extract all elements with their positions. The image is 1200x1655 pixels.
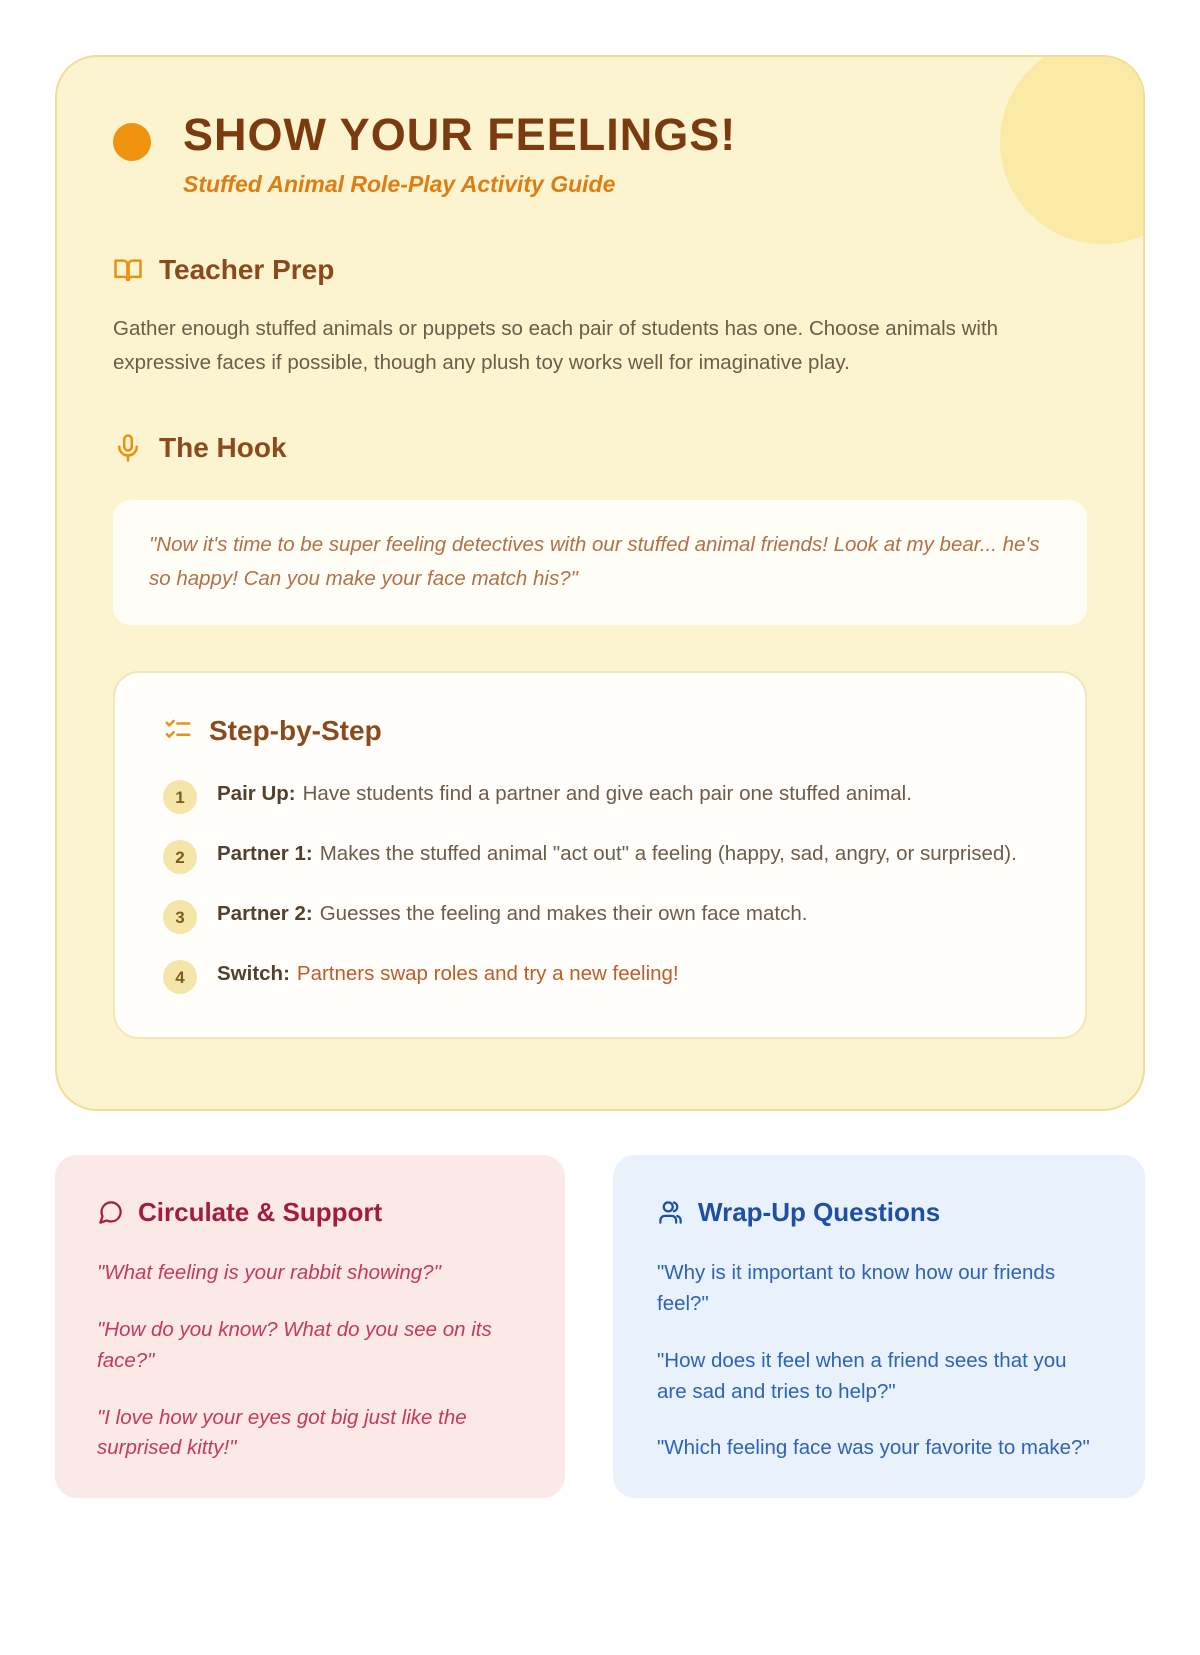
step-number: 1 [163, 780, 197, 814]
checklist-icon [163, 716, 193, 746]
page-title: SHOW YOUR FEELINGS! [183, 109, 737, 160]
section-title: Teacher Prep [159, 254, 335, 285]
step-item [163, 899, 1037, 934]
circulate-support-card [55, 1155, 565, 1498]
support-quote: "I love how your eyes got big just like the surprised kitty!" [97, 1405, 467, 1460]
book-open-icon [113, 255, 143, 285]
card-title: Wrap-Up Questions [698, 1197, 941, 1228]
step-label: Pair Up: [217, 782, 296, 806]
people-icon [657, 1199, 684, 1226]
step-item [163, 779, 1037, 814]
step-body: Makes the stuffed animal "act out" a feeling (happy, sad, angry, or surprised). [319, 842, 1017, 866]
step-label: Partner 1: [217, 842, 313, 866]
step-body: Guesses the feeling and makes their own face match. [319, 902, 808, 926]
step-item [163, 839, 1037, 874]
step-text [217, 839, 1017, 874]
hook-heading [113, 432, 1087, 464]
steps-heading [163, 715, 1037, 747]
hook-quote-box: "Now it's time to be super feeling detectives with our stuffed animal friends! Look at my bear... he's so happy! Can you make your face match his?" [113, 500, 1087, 626]
teacher-prep-heading [113, 254, 1087, 286]
step-number: 2 [163, 840, 197, 874]
wrapup-question: "Why is it important to know how our friends feel?" [657, 1261, 1056, 1316]
microphone-icon [113, 433, 143, 463]
wrap-up-card [613, 1155, 1145, 1498]
wrapup-heading [657, 1197, 1101, 1228]
header-text [183, 109, 736, 198]
steps-list [163, 779, 1037, 994]
step-text [217, 899, 807, 934]
support-quote: "How do you know? What do you see on its face?" [97, 1318, 492, 1372]
step-number: 4 [163, 960, 197, 994]
section-title: Step-by-Step [209, 715, 382, 747]
step-number: 3 [163, 900, 197, 934]
section-title: The Hook [159, 431, 287, 463]
wrapup-question: "How does it feel when a friend sees that you are sad and tries to help?" [657, 1348, 1067, 1403]
step-label: Partner 2: [217, 902, 313, 926]
page-subtitle: Stuffed Animal Role-Play Activity Guide [183, 171, 616, 197]
support-quote: "What feeling is your rabbit showing?" [97, 1261, 441, 1285]
step-label: Switch: [217, 962, 290, 986]
speech-bubble-icon [97, 1199, 124, 1226]
circulate-heading [97, 1197, 523, 1228]
header [113, 109, 1087, 198]
step-by-step-card [113, 671, 1087, 1039]
teacher-prep-body: Gather enough stuffed animals or puppets so each pair of students has one. Choose animals with expressive faces if possible, though any plush toy works well for imaginative play. [113, 317, 999, 374]
wrapup-question: "Which feeling face was your favorite to make?" [657, 1436, 1090, 1460]
step-body: Partners swap roles and try a new feeling! [296, 962, 679, 986]
step-text [217, 959, 679, 994]
step-body: Have students find a partner and give each pair one stuffed animal. [302, 782, 912, 806]
step-text [217, 779, 912, 814]
card-title: Circulate & Support [138, 1197, 383, 1228]
bottom-row [55, 1155, 1145, 1498]
orange-dot-icon [113, 123, 151, 161]
activity-guide-card [55, 55, 1145, 1111]
step-item [163, 959, 1037, 994]
